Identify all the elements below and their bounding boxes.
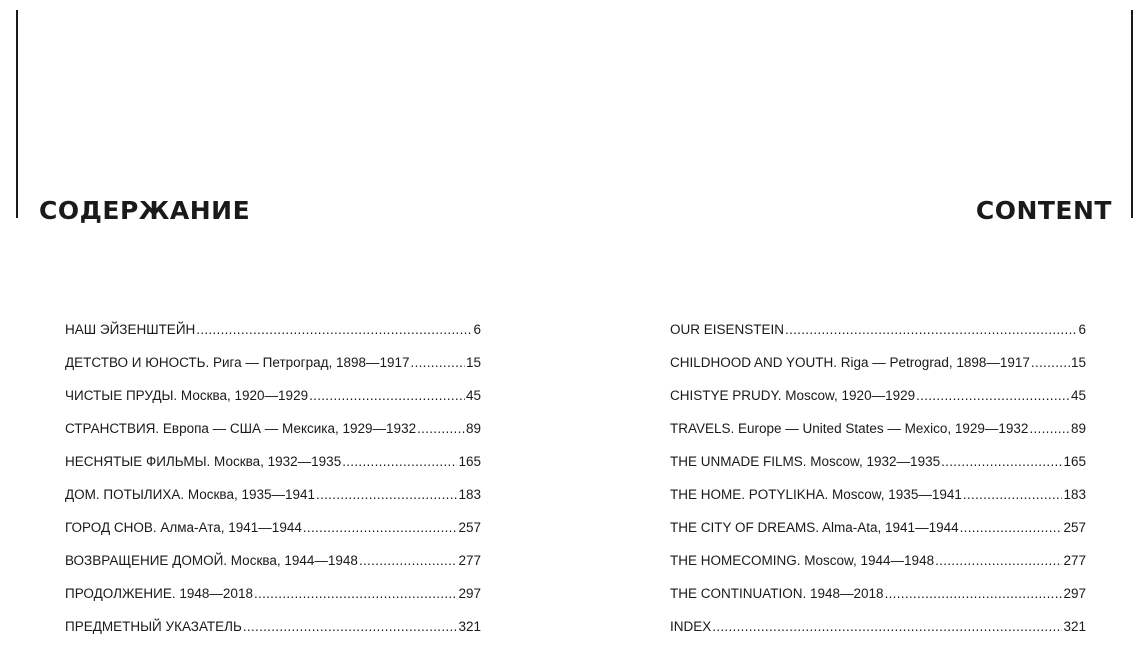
dot-leader (712, 615, 1062, 639)
toc-entry-page: 15 (1070, 355, 1086, 370)
right-page (574, 0, 1148, 644)
toc-entry-page: 297 (458, 586, 481, 601)
page-edge-rule (16, 10, 18, 218)
toc-entry-title: ЧИСТЫЕ ПРУДЫ. Москва, 1920—1929 (65, 388, 309, 403)
toc-entry-page: 6 (1078, 322, 1086, 337)
toc-entry-title: THE CONTINUATION. 1948—2018 (670, 586, 884, 601)
page-edge-rule (1131, 10, 1133, 218)
toc-entry-title: ПРОДОЛЖЕНИЕ. 1948—2018 (65, 586, 253, 601)
dot-leader (941, 450, 1062, 474)
toc-entry-title: ПРЕДМЕТНЫЙ УКАЗАТЕЛЬ (65, 619, 242, 634)
toc-entry-page: 297 (1063, 586, 1086, 601)
toc-entry[interactable] (670, 351, 1086, 384)
toc-entry[interactable] (65, 582, 481, 615)
toc-entry[interactable] (65, 351, 481, 384)
toc-list-ru (65, 318, 481, 648)
dot-leader (243, 615, 458, 639)
toc-entry-title: TRAVELS. Europe — United States — Mexico, 1929—1932 (670, 421, 1029, 436)
left-page (0, 0, 574, 644)
toc-entry-title: НАШ ЭЙЗЕНШТЕЙН (65, 322, 196, 337)
toc-entry-page: 183 (1063, 487, 1086, 502)
toc-entry-title: OUR EISENSTEIN (670, 322, 785, 337)
toc-entry-title: НЕСНЯТЫЕ ФИЛЬМЫ. Москва, 1932—1935 (65, 454, 342, 469)
toc-heading-en: CONTENT (975, 196, 1112, 225)
toc-entry-page: 45 (465, 388, 481, 403)
toc-entry-page: 183 (458, 487, 481, 502)
dot-leader (342, 450, 457, 474)
toc-entry[interactable] (670, 582, 1086, 615)
toc-entry[interactable] (670, 516, 1086, 549)
toc-entry[interactable] (65, 549, 481, 582)
dot-leader (309, 384, 465, 408)
toc-entry[interactable] (65, 417, 481, 450)
toc-entry-title: THE CITY OF DREAMS. Alma-Ata, 1941—1944 (670, 520, 959, 535)
dot-leader (316, 483, 457, 507)
toc-entry[interactable] (65, 450, 481, 483)
dot-leader (960, 516, 1063, 540)
toc-entry-title: CHILDHOOD AND YOUTH. Riga — Petrograd, 1898—1917 (670, 355, 1030, 370)
toc-entry-title: CHISTYE PRUDY. Moscow, 1920—1929 (670, 388, 916, 403)
toc-entry[interactable] (65, 318, 481, 351)
toc-entry[interactable] (65, 516, 481, 549)
toc-entry-title: INDEX (670, 619, 712, 634)
dot-leader (254, 582, 458, 606)
toc-entry-title: ДЕТСТВО И ЮНОСТЬ. Рига — Петроград, 1898—1917 (65, 355, 410, 370)
dot-leader (935, 549, 1062, 573)
toc-entry[interactable] (670, 483, 1086, 516)
toc-entry-page: 321 (1063, 619, 1086, 634)
toc-entry[interactable] (670, 615, 1086, 648)
toc-entry-page: 15 (465, 355, 481, 370)
dot-leader (1031, 351, 1070, 375)
toc-entry-title: ГОРОД СНОВ. Алма-Ата, 1941—1944 (65, 520, 302, 535)
toc-list-en (670, 318, 1086, 648)
toc-entry-page: 89 (1070, 421, 1086, 436)
toc-entry-page: 321 (458, 619, 481, 634)
toc-entry-title: THE HOME. POTYLIKHA. Moscow, 1935—1941 (670, 487, 962, 502)
toc-entry[interactable] (670, 450, 1086, 483)
toc-entry[interactable] (65, 615, 481, 648)
toc-entry[interactable] (670, 549, 1086, 582)
toc-heading-ru: СОДЕРЖАНИЕ (39, 196, 251, 225)
dot-leader (303, 516, 458, 540)
dot-leader (885, 582, 1063, 606)
dot-leader (411, 351, 465, 375)
dot-leader (785, 318, 1077, 342)
toc-entry[interactable] (670, 318, 1086, 351)
dot-leader (417, 417, 465, 441)
toc-entry[interactable] (65, 384, 481, 417)
toc-entry[interactable] (65, 483, 481, 516)
dot-leader (196, 318, 472, 342)
dot-leader (1029, 417, 1070, 441)
toc-entry-page: 165 (1063, 454, 1086, 469)
toc-entry-page: 6 (473, 322, 481, 337)
toc-entry-page: 277 (1063, 553, 1086, 568)
dot-leader (916, 384, 1070, 408)
toc-entry-title: THE HOMECOMING. Moscow, 1944—1948 (670, 553, 935, 568)
toc-entry[interactable] (670, 384, 1086, 417)
toc-entry-page: 257 (1063, 520, 1086, 535)
toc-entry-page: 45 (1070, 388, 1086, 403)
toc-entry-page: 257 (458, 520, 481, 535)
dot-leader (963, 483, 1063, 507)
toc-entry-title: ДОМ. ПОТЫЛИХА. Москва, 1935—1941 (65, 487, 316, 502)
toc-entry-title: THE UNMADE FILMS. Moscow, 1932—1935 (670, 454, 941, 469)
dot-leader (359, 549, 458, 573)
toc-entry-title: ВОЗВРАЩЕНИЕ ДОМОЙ. Москва, 1944—1948 (65, 553, 358, 568)
toc-entry-page: 89 (465, 421, 481, 436)
toc-entry-page: 277 (458, 553, 481, 568)
toc-entry-title: СТРАНСТВИЯ. Европа — США — Мексика, 1929—1932 (65, 421, 417, 436)
toc-entry[interactable] (670, 417, 1086, 450)
toc-entry-page: 165 (458, 454, 481, 469)
